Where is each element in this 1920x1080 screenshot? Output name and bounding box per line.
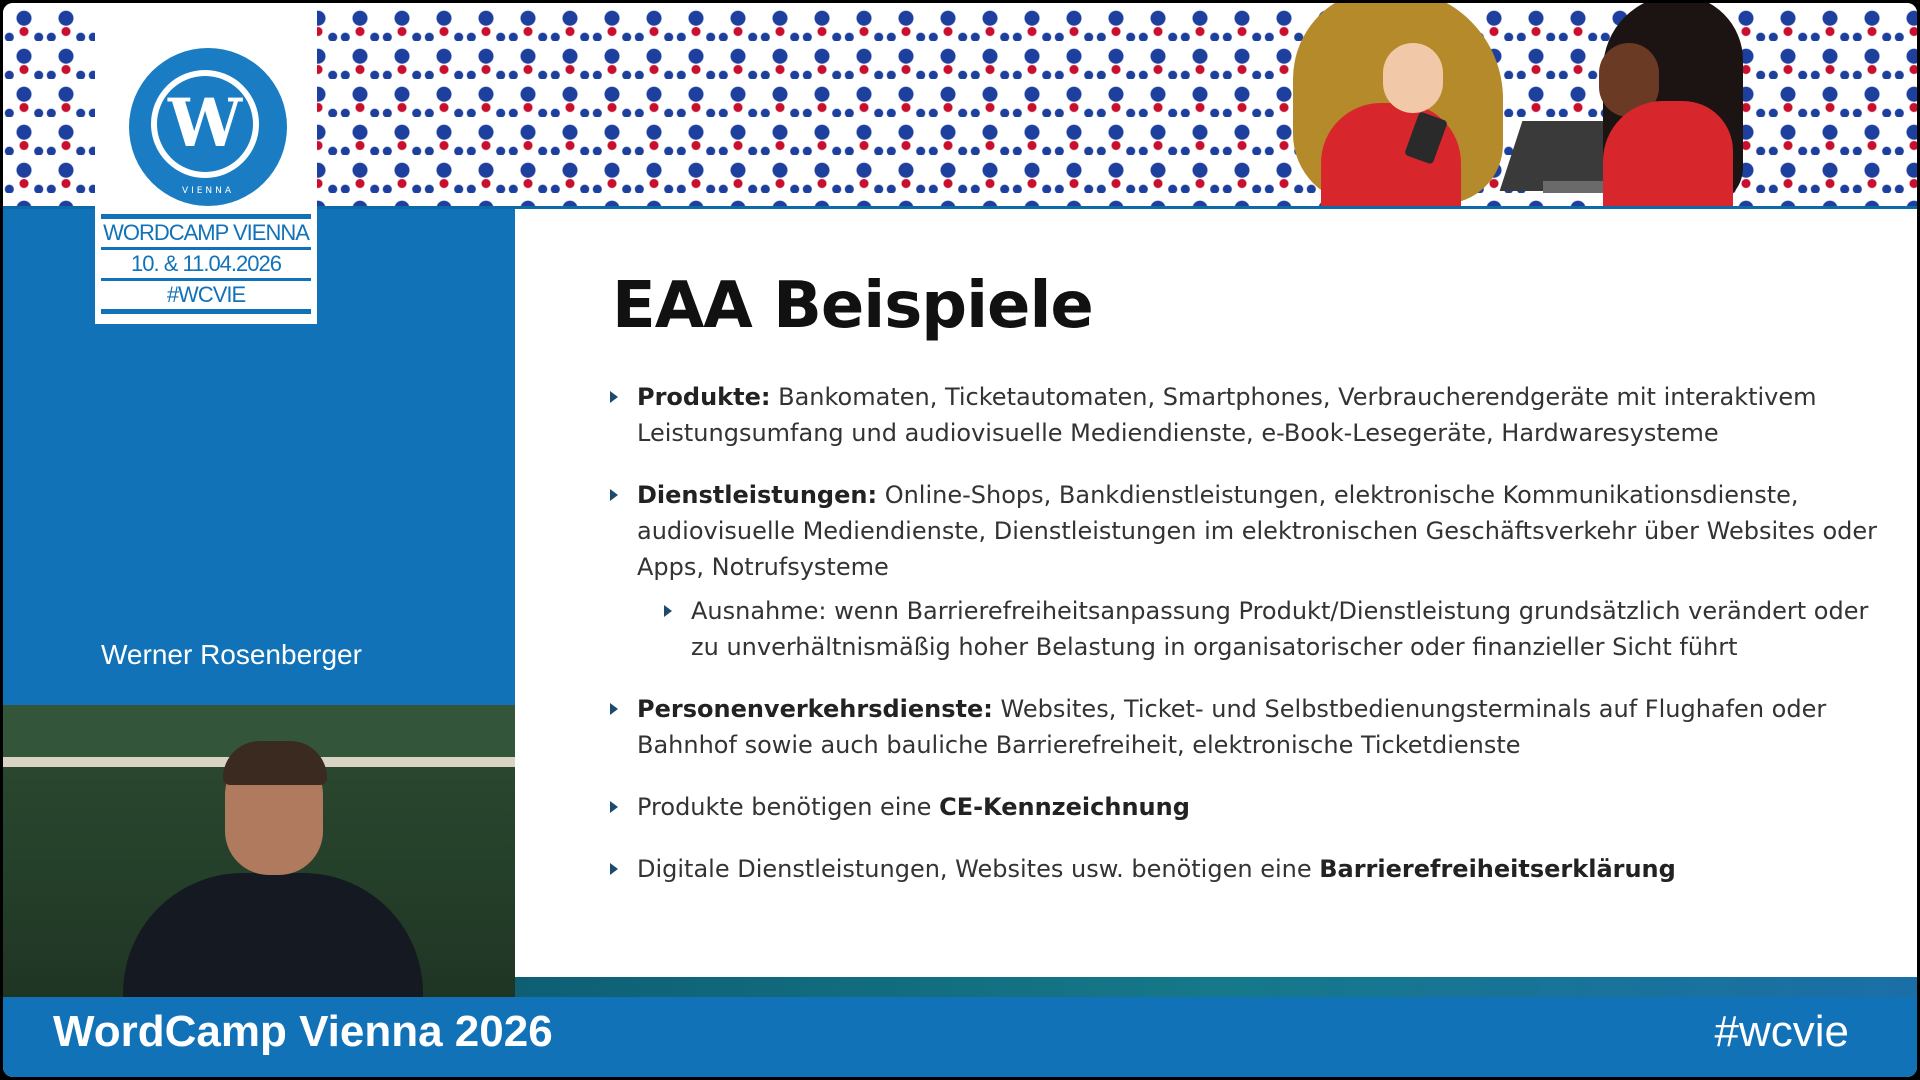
illustration-woman2-shirt <box>1603 101 1733 208</box>
slide-title: EAA Beispiele <box>612 269 1093 343</box>
wordcamp-logo <box>95 6 317 324</box>
bullet-arrow-icon <box>610 863 618 875</box>
wordpress-logo-icon <box>129 48 287 206</box>
item-emphasis: CE-Kennzeichnung <box>939 793 1190 821</box>
slide-content <box>515 209 1917 977</box>
speaker-video <box>3 705 515 997</box>
sub-item-text: Ausnahme: wenn Barrierefreiheitsanpassung Produkt/Dienstleistung grundsätzlich verändert oder zu unverhältnismäßig hoher Belastung in organisatorischer oder finanzieller Sicht führt <box>691 597 1869 661</box>
logo-text-block <box>101 214 311 314</box>
logo-hashtag: #WCVIE <box>101 281 311 309</box>
item-text: Websites, Ticket- und Selbstbedienungsterminals auf Flughafen oder Bahnhof sowie auch bauliche Barrierefreiheit, elektronische Ticketdienste <box>637 695 1827 759</box>
logo-event-date: 10. & 11.04.2026 <box>101 250 311 278</box>
bullet-arrow-icon <box>610 703 618 715</box>
list-item <box>610 379 1900 451</box>
item-label: Personenverkehrsdienste: <box>637 695 993 723</box>
illustration-woman-face <box>1383 43 1443 113</box>
list-item <box>610 789 1900 825</box>
footer-bar <box>3 997 1917 1077</box>
sub-list-item <box>664 593 1900 665</box>
logo-monogram: W <box>151 70 259 178</box>
list-item <box>610 851 1900 887</box>
slide-frame <box>3 3 1917 1077</box>
item-text: Bankomaten, Ticketautomaten, Smartphones, Verbraucherendgeräte mit interaktivem Leistungsumfang und audiovisuelle Mediendienste, e-Book-Lesegeräte, Hardwaresysteme <box>637 383 1817 447</box>
bullet-arrow-icon <box>610 391 618 403</box>
list-item <box>610 477 1900 665</box>
speaker-hair <box>223 741 327 785</box>
list-item <box>610 691 1900 763</box>
logo-event-name: WORDCAMP VIENNA <box>101 219 311 247</box>
item-text: Digitale Dienstleistungen, Websites usw. benötigen eine <box>637 855 1320 883</box>
footer-hashtag: #wcvie <box>1714 1007 1849 1056</box>
bullet-arrow-icon <box>610 801 618 813</box>
speaker-name: Werner Rosenberger <box>101 639 362 670</box>
bullet-list <box>610 379 1900 913</box>
footer-event-name: WordCamp Vienna 2026 <box>53 1007 553 1056</box>
item-text: Produkte benötigen eine <box>637 793 940 821</box>
item-text: Online-Shops, Bankdienstleistungen, elektronische Kommunikationsdienste, audiovisuelle Mediendienste, Dienstleistungen im elektronischen Geschäftsverkehr über Websites oder Apps, Notrufsysteme <box>637 481 1878 581</box>
bullet-arrow-icon <box>664 605 672 617</box>
logo-city: VIENNA <box>181 186 235 196</box>
bullet-arrow-icon <box>610 489 618 501</box>
item-label: Produkte: <box>637 383 771 411</box>
speaker-body <box>123 873 423 1013</box>
content-decor-bar <box>515 977 1917 997</box>
item-emphasis: Barrierefreiheitserklärung <box>1319 855 1676 883</box>
item-label: Dienstleistungen: <box>637 481 878 509</box>
